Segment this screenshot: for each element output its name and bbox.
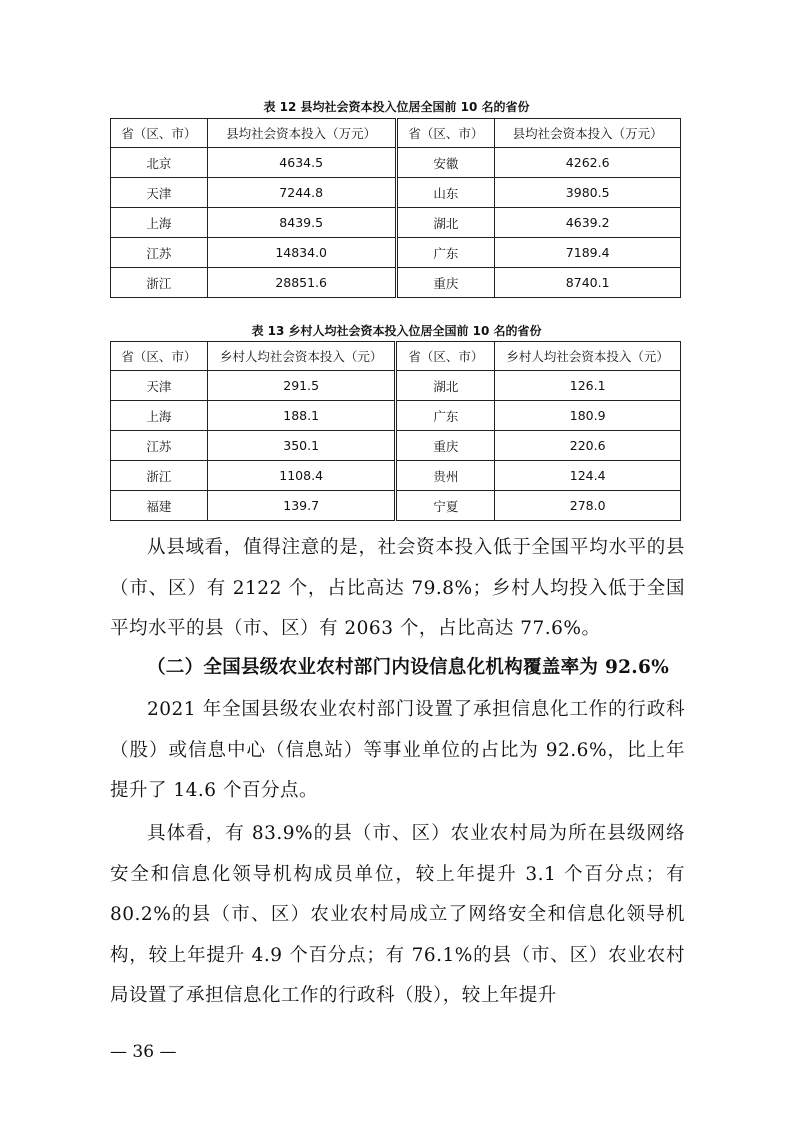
table-row <box>111 148 681 178</box>
section-heading: （二）全国县级农业农村部门内设信息化机构覆盖率为 92.6% <box>147 657 670 678</box>
table-cell: 28851.6 <box>207 268 396 298</box>
table-header-row <box>111 342 681 371</box>
table-cell: 重庆 <box>396 431 495 461</box>
table-12 <box>110 118 681 298</box>
table-row <box>111 401 681 431</box>
table-cell: 139.7 <box>207 491 396 521</box>
table-cell: 天津 <box>111 371 208 401</box>
table-cell: 126.1 <box>495 371 681 401</box>
table-cell: 8740.1 <box>495 268 681 298</box>
table-row <box>111 491 681 521</box>
table-cell: 浙江 <box>111 268 208 298</box>
table-13 <box>110 341 681 521</box>
table-cell: 浙江 <box>111 461 208 491</box>
header-cell: 乡村人均社会资本投入（元） <box>207 342 396 371</box>
table-header-row <box>111 119 681 148</box>
header-cell: 省（区、市） <box>396 119 495 148</box>
table-cell: 上海 <box>111 208 208 238</box>
table-cell: 4639.2 <box>495 208 681 238</box>
table-cell: 8439.5 <box>207 208 396 238</box>
table-cell: 湖北 <box>396 371 495 401</box>
table-cell: 278.0 <box>495 491 681 521</box>
header-cell: 省（区、市） <box>111 342 208 371</box>
table-row <box>111 461 681 491</box>
header-cell: 县均社会资本投入（万元） <box>207 119 396 148</box>
table-cell: 14834.0 <box>207 238 396 268</box>
header-cell: 县均社会资本投入（万元） <box>495 119 681 148</box>
header-cell: 乡村人均社会资本投入（元） <box>495 342 681 371</box>
table-row <box>111 208 681 238</box>
table-cell: 山东 <box>396 178 495 208</box>
table-cell: 188.1 <box>207 401 396 431</box>
table-cell: 180.9 <box>495 401 681 431</box>
table-cell: 江苏 <box>111 238 208 268</box>
table-cell: 220.6 <box>495 431 681 461</box>
table-cell: 江苏 <box>111 431 208 461</box>
table-row <box>111 238 681 268</box>
table-cell: 124.4 <box>495 461 681 491</box>
table-cell: 7189.4 <box>495 238 681 268</box>
table-row <box>111 371 681 401</box>
table-cell: 贵州 <box>396 461 495 491</box>
table-cell: 350.1 <box>207 431 396 461</box>
table-cell: 上海 <box>111 401 208 431</box>
table-cell: 天津 <box>111 178 208 208</box>
paragraph-details: 具体看，有 83.9%的县（市、区）农业农村局为所在县级网络安全和信息化领导机构成员单位，较上年提升 3.1 个百分点；有 80.2%的县（市、区）农业农村局成立了网络安全和信息化领导机构，较上年提升 4.9 个百分点；有 76.1%的县（市、区）农业农村局设置了承担信息化工作的行政科（股），较上年提升 <box>110 823 685 1006</box>
table-cell: 4634.5 <box>207 148 396 178</box>
table-cell: 广东 <box>396 401 495 431</box>
table-row <box>111 268 681 298</box>
table-cell: 4262.6 <box>495 148 681 178</box>
paragraph-county-overview: 从县域看，值得注意的是，社会资本投入低于全国平均水平的县（市、区）有 2122 个，占比高达 79.8%；乡村人均投入低于全国平均水平的县（市、区）有 2063 个，占比高达 77.6%。 <box>110 537 685 639</box>
table-cell: 重庆 <box>396 268 495 298</box>
table-cell: 7244.8 <box>207 178 396 208</box>
table-cell: 湖北 <box>396 208 495 238</box>
table-cell: 宁夏 <box>396 491 495 521</box>
table-13-caption: 表 13 乡村人均社会资本投入位居全国前 10 名的省份 <box>251 324 542 338</box>
table-cell: 291.5 <box>207 371 396 401</box>
header-cell: 省（区、市） <box>396 342 495 371</box>
table-row <box>111 431 681 461</box>
paragraph-coverage: 2021 年全国县级农业农村部门设置了承担信息化工作的行政科（股）或信息中心（信息站）等事业单位的占比为 92.6%，比上年提升了 14.6 个百分点。 <box>110 699 685 801</box>
table-cell: 1108.4 <box>207 461 396 491</box>
table-cell: 北京 <box>111 148 208 178</box>
table-cell: 福建 <box>111 491 208 521</box>
header-cell: 省（区、市） <box>111 119 208 148</box>
page-number: — 36 — <box>110 1042 177 1062</box>
table-12-caption: 表 12 县均社会资本投入位居全国前 10 名的省份 <box>263 100 530 114</box>
table-cell: 3980.5 <box>495 178 681 208</box>
table-cell: 广东 <box>396 238 495 268</box>
table-cell: 安徽 <box>396 148 495 178</box>
table-row <box>111 178 681 208</box>
